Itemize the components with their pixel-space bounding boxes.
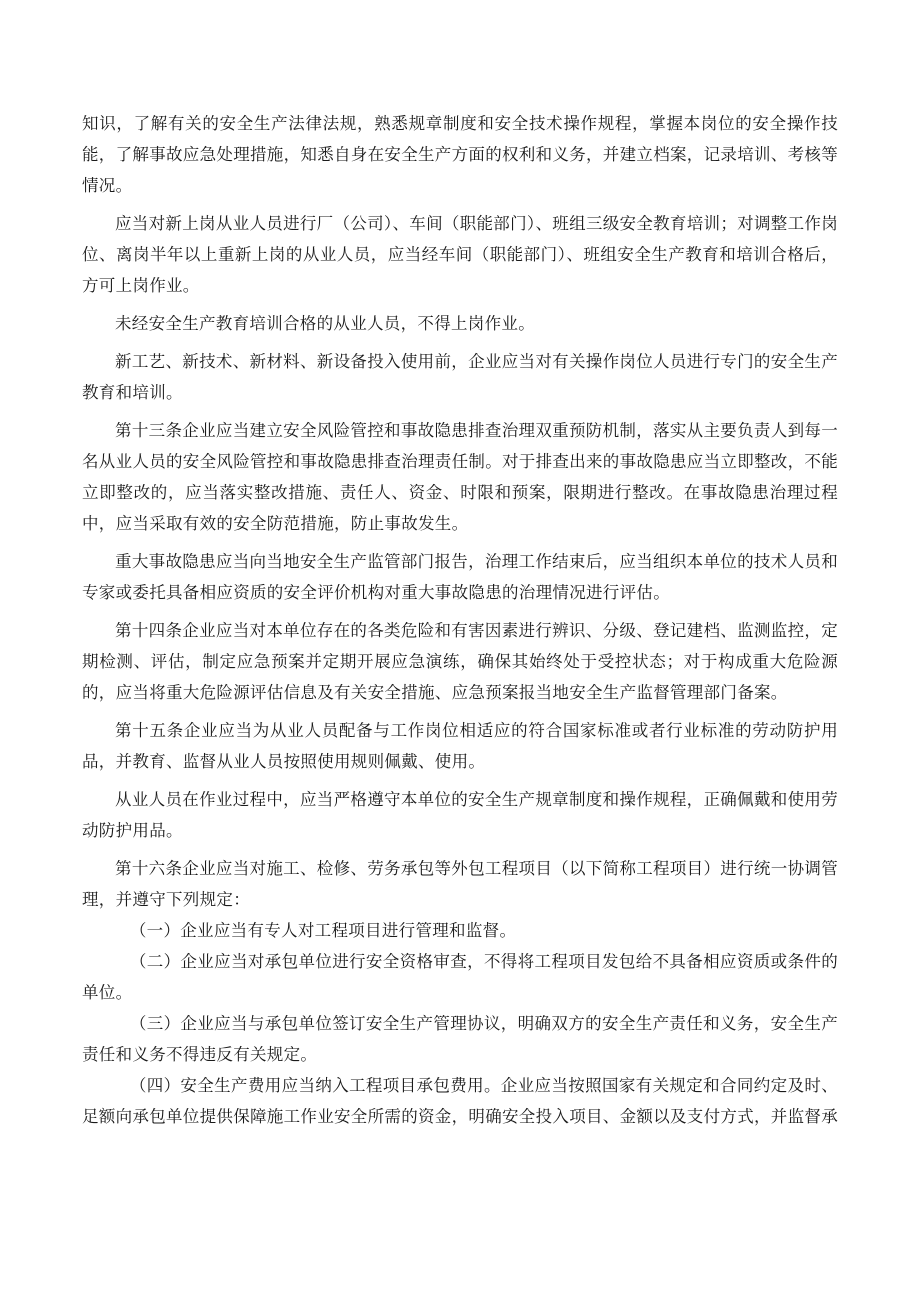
paragraph-article-16: 第十六条企业应当对施工、检修、劳务承包等外包工程项目（以下简称工程项目）进行统一协调管理，并遵守下列规定： — [82, 859, 838, 909]
paragraph-no-untrained-work: 未经安全生产教育培训合格的从业人员，不得上岗作业。 — [115, 314, 535, 333]
paragraph-article-14: 第十四条企业应当对本单位存在的各类危险和有害因素进行辨识、分级、登记建档、监测监控，定期检测、评估，制定应急预案并定期开展应急演练，确保其始终处于受控状态；对于构成重大危险源的，应当将重大危险源评估信息及有关安全措施、应急预案报当地安全生产监督管理部门备案。 — [82, 621, 838, 702]
list-item-1: （一）企业应当有专人对工程项目进行管理和监督。 — [129, 921, 517, 940]
list-item-3: （三）企业应当与承包单位签订安全生产管理协议，明确双方的安全生产责任和义务，安全生产责任和义务不得违反有关规定。 — [82, 1014, 838, 1064]
paragraph-new-employee-training: 应当对新上岗从业人员进行厂（公司）、车间（职能部门）、班组三级安全教育培训；对调整工作岗位、离岗半年以上重新上岗的从业人员，应当经车间（职能部门）、班组安全生产教育和培训合格后，方可上岗作业。 — [82, 214, 838, 295]
paragraph-article-15: 第十五条企业应当为从业人员配备与工作岗位相适应的符合国家标准或者行业标准的劳动防护用品，并教育、监督从业人员按照使用规则佩戴、使用。 — [82, 721, 838, 771]
paragraph-article-13: 第十三条企业应当建立安全风险管控和事故隐患排查治理双重预防机制，落实从主要负责人到每一名从业人员的安全风险管控和事故隐患排查治理责任制。对于排查出来的事故隐患应当立即整改，不能立即整改的，应当落实整改措施、责任人、资金、时限和预案，限期进行整改。在事故隐患治理过程中，应当采取有效的安全防范措施，防止事故发生。 — [82, 421, 838, 533]
list-item-4: （四）安全生产费用应当纳入工程项目承包费用。企业应当按照国家有关规定和合同约定及时、足额向承包单位提供保障施工作业安全所需的资金，明确安全投入项目、金额以及支付方式，并监督承 — [82, 1076, 838, 1126]
document-body — [82, 108, 838, 1132]
paragraph-new-equipment-training: 新工艺、新技术、新材料、新设备投入使用前，企业应当对有关操作岗位人员进行专门的安全生产教育和培训。 — [82, 352, 838, 402]
paragraph-major-hazard-report: 重大事故隐患应当向当地安全生产监管部门报告，治理工作结束后，应当组织本单位的技术人员和专家或委托具备相应资质的安全评价机构对重大事故隐患的治理情况进行评估。 — [82, 552, 838, 602]
list-item-2: （二）企业应当对承包单位进行安全资格审查，不得将工程项目发包给不具备相应资质或条件的单位。 — [82, 952, 838, 1002]
paragraph-training-knowledge: 知识，了解有关的安全生产法律法规，熟悉规章制度和安全技术操作规程，掌握本岗位的安全操作技能，了解事故应急处理措施，知悉自身在安全生产方面的权利和义务，并建立档案，记录培训、考核等情况。 — [82, 114, 838, 195]
paragraph-ppe-usage: 从业人员在作业过程中，应当严格遵守本单位的安全生产规章制度和操作规程，正确佩戴和使用劳动防护用品。 — [82, 790, 838, 840]
